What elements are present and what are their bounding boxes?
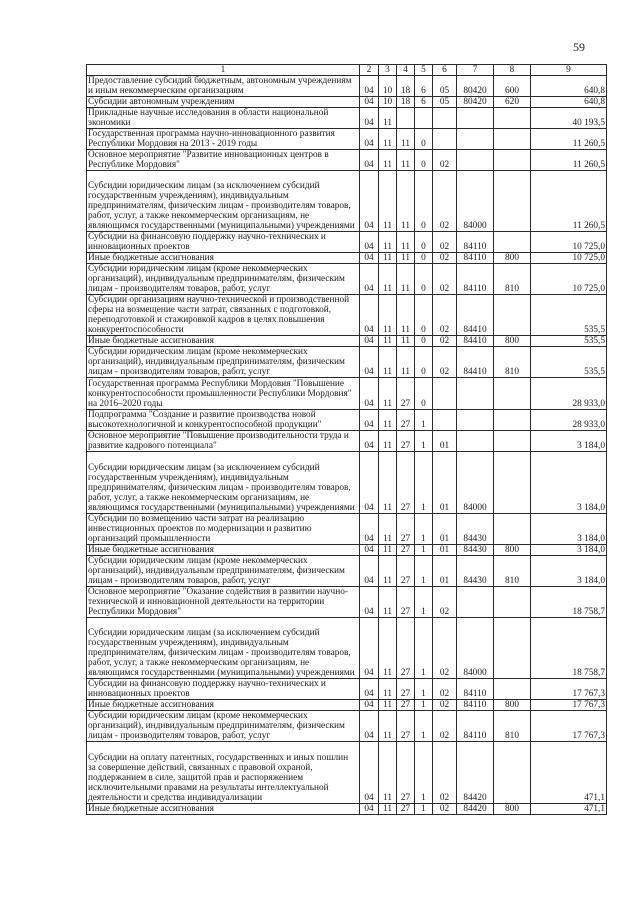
subprogram-code: 0	[415, 150, 433, 171]
program-code: 27	[397, 587, 415, 618]
activity-code: 02	[433, 295, 457, 336]
column-header-7: 7	[457, 65, 494, 76]
amount: 10 725,0	[531, 253, 607, 264]
item-name: Субсидии юридическим лицам (кроме некоммерческих организаций), индивидуальным предпринимателям, физическим лицам - производителям товаров, работ, услуг	[87, 264, 360, 295]
item-name: Субсидии организациям научно-технической и производственной сферы на возмещение части затрат, связанных с подготовкой, переподготовкой и стажировкой кадров в целях повышения конкурентоспособности	[87, 295, 360, 336]
amount: 471,1	[531, 742, 607, 804]
subsection-code: 11	[379, 410, 397, 431]
section-code: 04	[360, 347, 379, 378]
section-code: 04	[360, 452, 379, 514]
program-code	[397, 108, 415, 129]
table-row	[87, 804, 607, 815]
table-row	[87, 378, 607, 410]
activity-code: 02	[433, 587, 457, 618]
table-row	[87, 171, 607, 232]
expense-type-code: 810	[494, 711, 531, 742]
direction-code: 84000	[457, 452, 494, 514]
table-row	[87, 347, 607, 378]
activity-code	[433, 410, 457, 431]
expense-type-code	[494, 514, 531, 545]
subprogram-code: 0	[415, 336, 433, 347]
program-code: 11	[397, 171, 415, 232]
item-name: Основное мероприятие "Оказание содействия в развитии научно-технической и инновационной деятельности на территории Республики Мордовия"	[87, 587, 360, 618]
page-number: 59	[573, 40, 585, 54]
section-code: 04	[360, 587, 379, 618]
item-name: Субсидии юридическим лицам (кроме некоммерческих организаций), индивидуальным предпринимателям, физическим лицам - производителям товаров, работ, услуг	[87, 711, 360, 742]
activity-code: 02	[433, 700, 457, 711]
direction-code: 84110	[457, 264, 494, 295]
activity-code: 02	[433, 232, 457, 253]
section-code: 04	[360, 545, 379, 556]
subsection-code: 11	[379, 171, 397, 232]
expense-type-code	[494, 108, 531, 129]
section-code: 04	[360, 253, 379, 264]
subsection-code: 10	[379, 97, 397, 108]
activity-code: 02	[433, 804, 457, 815]
item-name: Подпрограмма "Создание и развитие производства новой высокотехнологичной и конкурентоспособной продукции"	[87, 410, 360, 431]
expense-type-code	[494, 295, 531, 336]
activity-code: 05	[433, 76, 457, 97]
table-row	[87, 76, 607, 97]
section-code: 04	[360, 108, 379, 129]
subsection-code: 11	[379, 336, 397, 347]
activity-code	[433, 378, 457, 410]
subsection-code: 10	[379, 76, 397, 97]
subsection-code: 11	[379, 431, 397, 452]
subprogram-code: 0	[415, 129, 433, 150]
section-code: 04	[360, 700, 379, 711]
amount: 11 260,5	[531, 129, 607, 150]
direction-code: 84410	[457, 347, 494, 378]
direction-code: 84420	[457, 804, 494, 815]
activity-code	[433, 108, 457, 129]
activity-code: 02	[433, 171, 457, 232]
item-name: Субсидии на финансовую поддержку научно-технических и инновационных проектов	[87, 679, 360, 700]
amount: 11 260,5	[531, 150, 607, 171]
section-code: 04	[360, 711, 379, 742]
table-row	[87, 108, 607, 129]
section-code: 04	[360, 171, 379, 232]
program-code: 27	[397, 556, 415, 587]
program-code: 11	[397, 150, 415, 171]
expense-type-code	[494, 431, 531, 452]
direction-code	[457, 587, 494, 618]
expense-type-code: 600	[494, 76, 531, 97]
amount: 17 767,3	[531, 700, 607, 711]
amount: 18 758,7	[531, 587, 607, 618]
amount: 17 767,3	[531, 679, 607, 700]
program-code: 27	[397, 452, 415, 514]
expense-type-code: 620	[494, 97, 531, 108]
activity-code: 02	[433, 679, 457, 700]
direction-code: 84420	[457, 742, 494, 804]
direction-code	[457, 378, 494, 410]
activity-code: 02	[433, 711, 457, 742]
direction-code: 84110	[457, 711, 494, 742]
subprogram-code: 1	[415, 804, 433, 815]
table-row	[87, 150, 607, 171]
subsection-code: 11	[379, 378, 397, 410]
program-code: 11	[397, 295, 415, 336]
column-header-2: 2	[360, 65, 379, 76]
direction-code: 84410	[457, 336, 494, 347]
expense-type-code: 800	[494, 700, 531, 711]
subprogram-code: 0	[415, 232, 433, 253]
table-row	[87, 264, 607, 295]
program-code: 11	[397, 347, 415, 378]
expense-type-code	[494, 410, 531, 431]
subprogram-code: 1	[415, 742, 433, 804]
subsection-code: 11	[379, 556, 397, 587]
direction-code	[457, 410, 494, 431]
subprogram-code: 1	[415, 514, 433, 545]
activity-code: 01	[433, 514, 457, 545]
subsection-code: 11	[379, 452, 397, 514]
item-name: Основное мероприятие "Повышение производительности труда и развитие кадрового потенциала"	[87, 431, 360, 452]
table-row	[87, 742, 607, 804]
subprogram-code: 1	[415, 711, 433, 742]
amount: 17 767,3	[531, 711, 607, 742]
direction-code	[457, 431, 494, 452]
subprogram-code: 6	[415, 76, 433, 97]
table-body	[87, 65, 607, 815]
column-header-6: 6	[433, 65, 457, 76]
activity-code: 05	[433, 97, 457, 108]
direction-code	[457, 129, 494, 150]
item-name: Иные бюджетные ассигнования	[87, 700, 360, 711]
program-code: 11	[397, 129, 415, 150]
amount: 3 184,0	[531, 431, 607, 452]
item-name: Государственная программа научно-инновационного развития Республики Мордовия на 2013 - 2019 годы	[87, 129, 360, 150]
subprogram-code: 1	[415, 545, 433, 556]
item-name: Субсидии юридическим лицам (кроме некоммерческих организаций), индивидуальным предпринимателям, физическим лицам - производителям товаров, работ, услуг	[87, 556, 360, 587]
program-code: 11	[397, 336, 415, 347]
expense-type-code	[494, 679, 531, 700]
subsection-code: 11	[379, 804, 397, 815]
expense-type-code	[494, 452, 531, 514]
subprogram-code: 0	[415, 253, 433, 264]
amount: 535,5	[531, 295, 607, 336]
subprogram-code: 1	[415, 618, 433, 679]
activity-code: 01	[433, 431, 457, 452]
item-name: Субсидии юридическим лицам (за исключением субсидий государственным учреждениям), индивидуальным предпринимателям, физическим лицам - производителям товаров, работ, услуг, а также некоммерческим организациям, не являющимся государственными (муниципальными) учреждениями	[87, 618, 360, 679]
table-row	[87, 97, 607, 108]
item-name: Предоставление субсидий бюджетным, автономным учреждениям и иным некоммерческим организациям	[87, 76, 360, 97]
direction-code: 84410	[457, 295, 494, 336]
subsection-code: 11	[379, 295, 397, 336]
item-name: Субсидии юридическим лицам (за исключением субсидий государственным учреждениям), индивидуальным предпринимателям, физическим лицам - производителям товаров, работ, услуг, а также некоммерческим организациям, не являющимся государственными (муниципальными) учреждениями	[87, 452, 360, 514]
section-code: 04	[360, 618, 379, 679]
table-row	[87, 679, 607, 700]
activity-code: 02	[433, 264, 457, 295]
subprogram-code: 0	[415, 295, 433, 336]
table-row	[87, 452, 607, 514]
item-name: Субсидии по возмещению части затрат на реализацию инвестиционных проектов по модернизации и развитию организаций промышленности	[87, 514, 360, 545]
program-code: 11	[397, 232, 415, 253]
amount: 18 758,7	[531, 618, 607, 679]
direction-code: 84110	[457, 232, 494, 253]
subsection-code: 11	[379, 253, 397, 264]
program-code: 27	[397, 431, 415, 452]
section-code: 04	[360, 295, 379, 336]
subprogram-code: 0	[415, 378, 433, 410]
amount: 10 725,0	[531, 264, 607, 295]
column-header-9: 9	[531, 65, 607, 76]
subprogram-code: 1	[415, 700, 433, 711]
budget-table	[86, 64, 607, 815]
subprogram-code	[415, 108, 433, 129]
direction-code: 84430	[457, 556, 494, 587]
direction-code: 84110	[457, 700, 494, 711]
program-code: 27	[397, 514, 415, 545]
direction-code: 80420	[457, 76, 494, 97]
table-row	[87, 410, 607, 431]
activity-code: 02	[433, 150, 457, 171]
activity-code: 02	[433, 253, 457, 264]
subsection-code: 11	[379, 108, 397, 129]
subprogram-code: 1	[415, 410, 433, 431]
activity-code: 02	[433, 336, 457, 347]
table-row	[87, 700, 607, 711]
program-code: 27	[397, 545, 415, 556]
expense-type-code: 810	[494, 556, 531, 587]
subprogram-code: 6	[415, 97, 433, 108]
amount: 471,1	[531, 804, 607, 815]
table-row	[87, 431, 607, 452]
amount: 640,8	[531, 97, 607, 108]
subsection-code: 11	[379, 545, 397, 556]
program-code: 27	[397, 711, 415, 742]
amount: 11 260,5	[531, 171, 607, 232]
subprogram-code: 1	[415, 587, 433, 618]
table-row	[87, 618, 607, 679]
expense-type-code: 800	[494, 336, 531, 347]
item-name: Иные бюджетные ассигнования	[87, 804, 360, 815]
item-name: Субсидии юридическим лицам (кроме некоммерческих организаций), индивидуальным предпринимателям, физическим лицам - производителям товаров, работ, услуг	[87, 347, 360, 378]
expense-type-code	[494, 150, 531, 171]
subsection-code: 11	[379, 264, 397, 295]
section-code: 04	[360, 556, 379, 587]
expense-type-code: 810	[494, 264, 531, 295]
program-code: 27	[397, 700, 415, 711]
amount: 535,5	[531, 336, 607, 347]
section-code: 04	[360, 76, 379, 97]
subsection-code: 11	[379, 514, 397, 545]
expense-type-code	[494, 742, 531, 804]
activity-code: 02	[433, 618, 457, 679]
activity-code	[433, 129, 457, 150]
direction-code: 84430	[457, 514, 494, 545]
subsection-code: 11	[379, 742, 397, 804]
expense-type-code	[494, 618, 531, 679]
subprogram-code: 0	[415, 264, 433, 295]
program-code: 27	[397, 742, 415, 804]
item-name: Субсидии на оплату патентных, государственных и иных пошлин за совершение действий, связанных с правовой охраной, поддержанием в силе, защитой прав и распоряжением исключительными правами на результаты интеллектуальной деятельности и средства индивидуализации	[87, 742, 360, 804]
table-row	[87, 587, 607, 618]
section-code: 04	[360, 150, 379, 171]
program-code: 18	[397, 97, 415, 108]
expense-type-code	[494, 587, 531, 618]
amount: 640,8	[531, 76, 607, 97]
direction-code: 80420	[457, 97, 494, 108]
expense-type-code	[494, 232, 531, 253]
direction-code	[457, 150, 494, 171]
expense-type-code: 800	[494, 545, 531, 556]
subsection-code: 11	[379, 711, 397, 742]
program-code: 11	[397, 264, 415, 295]
table-row	[87, 253, 607, 264]
subprogram-code: 1	[415, 431, 433, 452]
column-header-1: 1	[87, 65, 360, 76]
amount: 535,5	[531, 347, 607, 378]
subsection-code: 11	[379, 587, 397, 618]
direction-code: 84000	[457, 171, 494, 232]
section-code: 04	[360, 264, 379, 295]
activity-code: 02	[433, 742, 457, 804]
activity-code: 01	[433, 556, 457, 587]
subsection-code: 11	[379, 618, 397, 679]
header-row	[87, 65, 607, 76]
item-name: Иные бюджетные ассигнования	[87, 545, 360, 556]
section-code: 04	[360, 97, 379, 108]
subsection-code: 11	[379, 347, 397, 378]
program-code: 27	[397, 679, 415, 700]
section-code: 04	[360, 742, 379, 804]
table-row	[87, 232, 607, 253]
subprogram-code: 1	[415, 452, 433, 514]
section-code: 04	[360, 679, 379, 700]
activity-code: 01	[433, 452, 457, 514]
expense-type-code	[494, 171, 531, 232]
amount: 40 193,5	[531, 108, 607, 129]
table-row	[87, 545, 607, 556]
direction-code: 84000	[457, 618, 494, 679]
amount: 3 184,0	[531, 514, 607, 545]
subprogram-code: 0	[415, 171, 433, 232]
item-name: Субсидии юридическим лицам (за исключением субсидий государственным учреждениям), индивидуальным предпринимателям, физическим лицам - производителям товаров, работ, услуг, а также некоммерческим организациям, не являющимся государственными (муниципальными) учреждениями	[87, 171, 360, 232]
section-code: 04	[360, 431, 379, 452]
column-header-8: 8	[494, 65, 531, 76]
amount: 3 184,0	[531, 452, 607, 514]
table-row	[87, 711, 607, 742]
subsection-code: 11	[379, 129, 397, 150]
subsection-code: 11	[379, 700, 397, 711]
section-code: 04	[360, 336, 379, 347]
expense-type-code: 810	[494, 347, 531, 378]
item-name: Государственная программа Республики Мордовия "Повышение конкурентоспособности промышленности Республики Мордовия" на 2016–2020 годы	[87, 378, 360, 410]
subprogram-code: 1	[415, 556, 433, 587]
section-code: 04	[360, 378, 379, 410]
table-row	[87, 556, 607, 587]
item-name: Субсидии на финансовую поддержку научно-технических и инновационных проектов	[87, 232, 360, 253]
column-header-4: 4	[397, 65, 415, 76]
section-code: 04	[360, 804, 379, 815]
amount: 3 184,0	[531, 556, 607, 587]
table-row	[87, 129, 607, 150]
item-name: Прикладные научные исследования в области национальной экономики	[87, 108, 360, 129]
program-code: 27	[397, 410, 415, 431]
amount: 10 725,0	[531, 232, 607, 253]
expense-type-code	[494, 378, 531, 410]
subsection-code: 11	[379, 150, 397, 171]
section-code: 04	[360, 514, 379, 545]
item-name: Основное мероприятие "Развитие инновационных центров в Республике Мордовия"	[87, 150, 360, 171]
section-code: 04	[360, 232, 379, 253]
subsection-code: 11	[379, 232, 397, 253]
table-row	[87, 514, 607, 545]
direction-code	[457, 108, 494, 129]
subprogram-code: 0	[415, 347, 433, 378]
direction-code: 84430	[457, 545, 494, 556]
item-name: Иные бюджетные ассигнования	[87, 253, 360, 264]
section-code: 04	[360, 129, 379, 150]
item-name: Субсидии автономным учреждениям	[87, 97, 360, 108]
direction-code: 84110	[457, 679, 494, 700]
program-code: 27	[397, 378, 415, 410]
activity-code: 01	[433, 545, 457, 556]
activity-code: 02	[433, 347, 457, 378]
program-code: 27	[397, 804, 415, 815]
column-header-5: 5	[415, 65, 433, 76]
amount: 28 933,0	[531, 410, 607, 431]
program-code: 18	[397, 76, 415, 97]
expense-type-code	[494, 129, 531, 150]
program-code: 11	[397, 253, 415, 264]
subsection-code: 11	[379, 679, 397, 700]
table-row	[87, 336, 607, 347]
amount: 3 184,0	[531, 545, 607, 556]
section-code: 04	[360, 410, 379, 431]
expense-type-code: 800	[494, 804, 531, 815]
column-header-3: 3	[379, 65, 397, 76]
table-row	[87, 295, 607, 336]
direction-code: 84110	[457, 253, 494, 264]
amount: 28 933,0	[531, 378, 607, 410]
subprogram-code: 1	[415, 679, 433, 700]
program-code: 27	[397, 618, 415, 679]
item-name: Иные бюджетные ассигнования	[87, 336, 360, 347]
expense-type-code: 800	[494, 253, 531, 264]
